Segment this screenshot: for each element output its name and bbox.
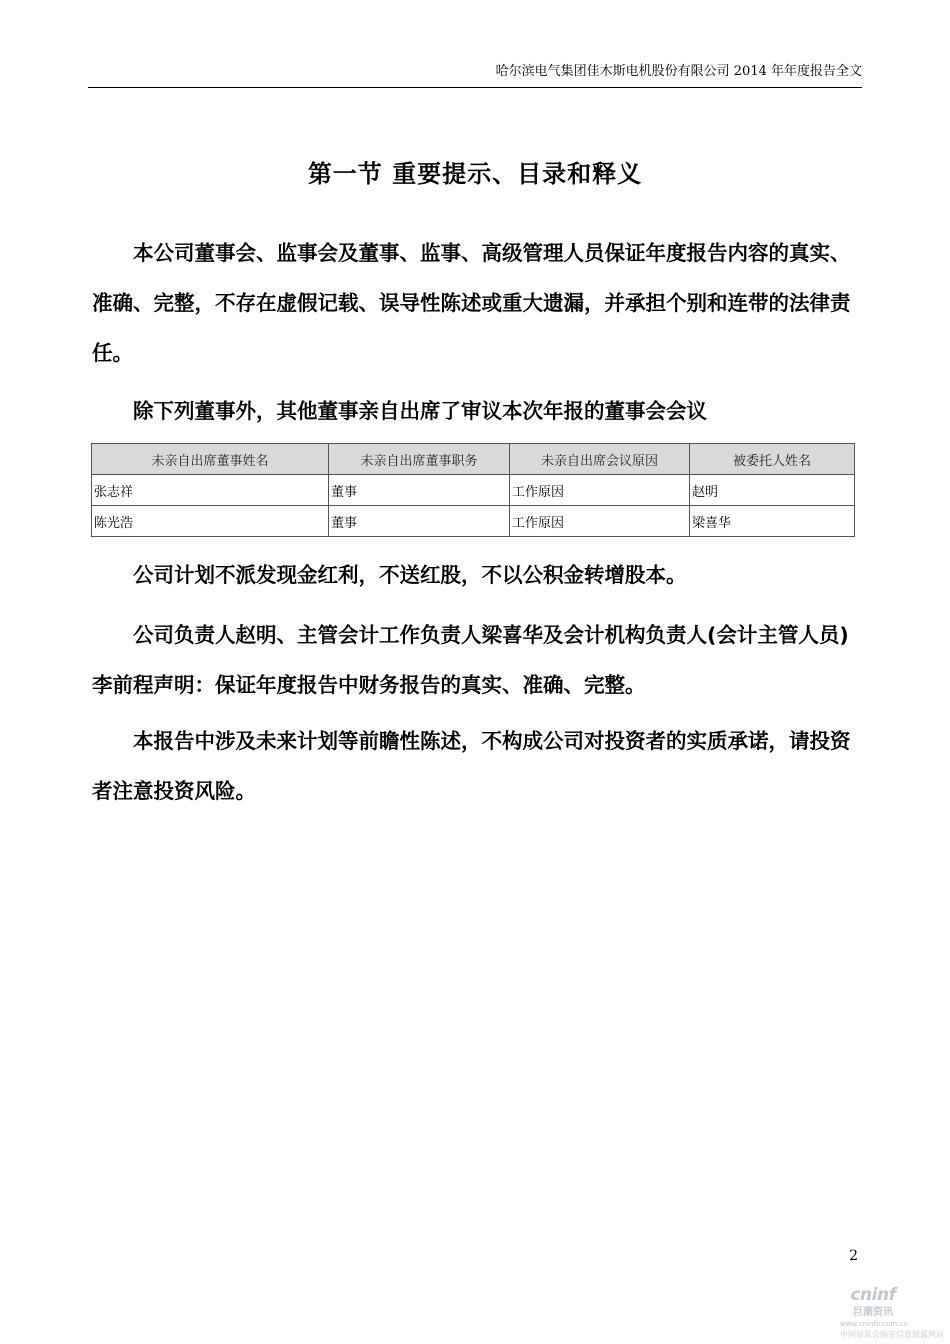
paragraph-financial-statement: 公司负责人赵明、主管会计工作负责人梁喜华及会计机构负责人(会计主管人员)李前程声明：保证年度报告中财务报告的真实、准确、完整。 bbox=[92, 623, 849, 697]
running-header: 哈尔滨电气集团佳木斯电机股份有限公司 2014 年年度报告全文 bbox=[495, 64, 862, 79]
paragraph-responsibility: 本公司董事会、监事会及董事、监事、高级管理人员保证年度报告内容的真实、准确、完整，不存在虚假记载、误导性陈述或重大遗漏，并承担个别和连带的法律责任。 bbox=[92, 241, 851, 365]
table-cell: 张志祥 bbox=[92, 475, 329, 506]
table-cell: 董事 bbox=[329, 506, 510, 537]
header-cell: 被委托人姓名 bbox=[690, 444, 855, 475]
table-cell: 赵明 bbox=[690, 475, 855, 506]
paragraph-forward-looking: 本报告中涉及未来计划等前瞻性陈述，不构成公司对投资者的实质承诺，请投资者注意投资风险。 bbox=[92, 729, 851, 803]
header-cell: 未亲自出席会议原因 bbox=[510, 444, 690, 475]
table-cell: 梁喜华 bbox=[690, 506, 855, 537]
section-title: 第一节 重要提示、目录和释义 bbox=[307, 160, 643, 188]
cninfo-logo-subtitle: 巨潮资讯 bbox=[853, 1307, 893, 1318]
page-number: 2 bbox=[849, 1248, 858, 1264]
cninfo-logo-icon: cninf bbox=[850, 1285, 896, 1305]
table-row bbox=[92, 475, 855, 506]
header-cell: 未亲自出席董事姓名 bbox=[92, 444, 329, 475]
paragraph-absent-directors: 除下列董事外，其他董事亲自出席了审议本次年报的董事会会议 bbox=[133, 399, 707, 423]
paragraph-dividend-plan: 公司计划不派发现金红利，不送红股，不以公积金转增股本。 bbox=[133, 563, 687, 587]
table-row bbox=[92, 506, 855, 537]
cninfo-logo-url: www.cninfo.com.cn bbox=[840, 1320, 908, 1328]
table-cell: 工作原因 bbox=[510, 475, 690, 506]
table-cell: 董事 bbox=[329, 475, 510, 506]
table-cell: 陈光浩 bbox=[92, 506, 329, 537]
cninfo-logo-footer: 中国证监会指定信息披露网站 bbox=[840, 1330, 944, 1339]
header-divider bbox=[88, 87, 862, 88]
header-cell: 未亲自出席董事职务 bbox=[329, 444, 510, 475]
table-cell: 工作原因 bbox=[510, 506, 690, 537]
absent-directors-table bbox=[91, 443, 855, 537]
cninfo-watermark-logo bbox=[840, 1285, 944, 1340]
table-header-row bbox=[92, 444, 855, 475]
